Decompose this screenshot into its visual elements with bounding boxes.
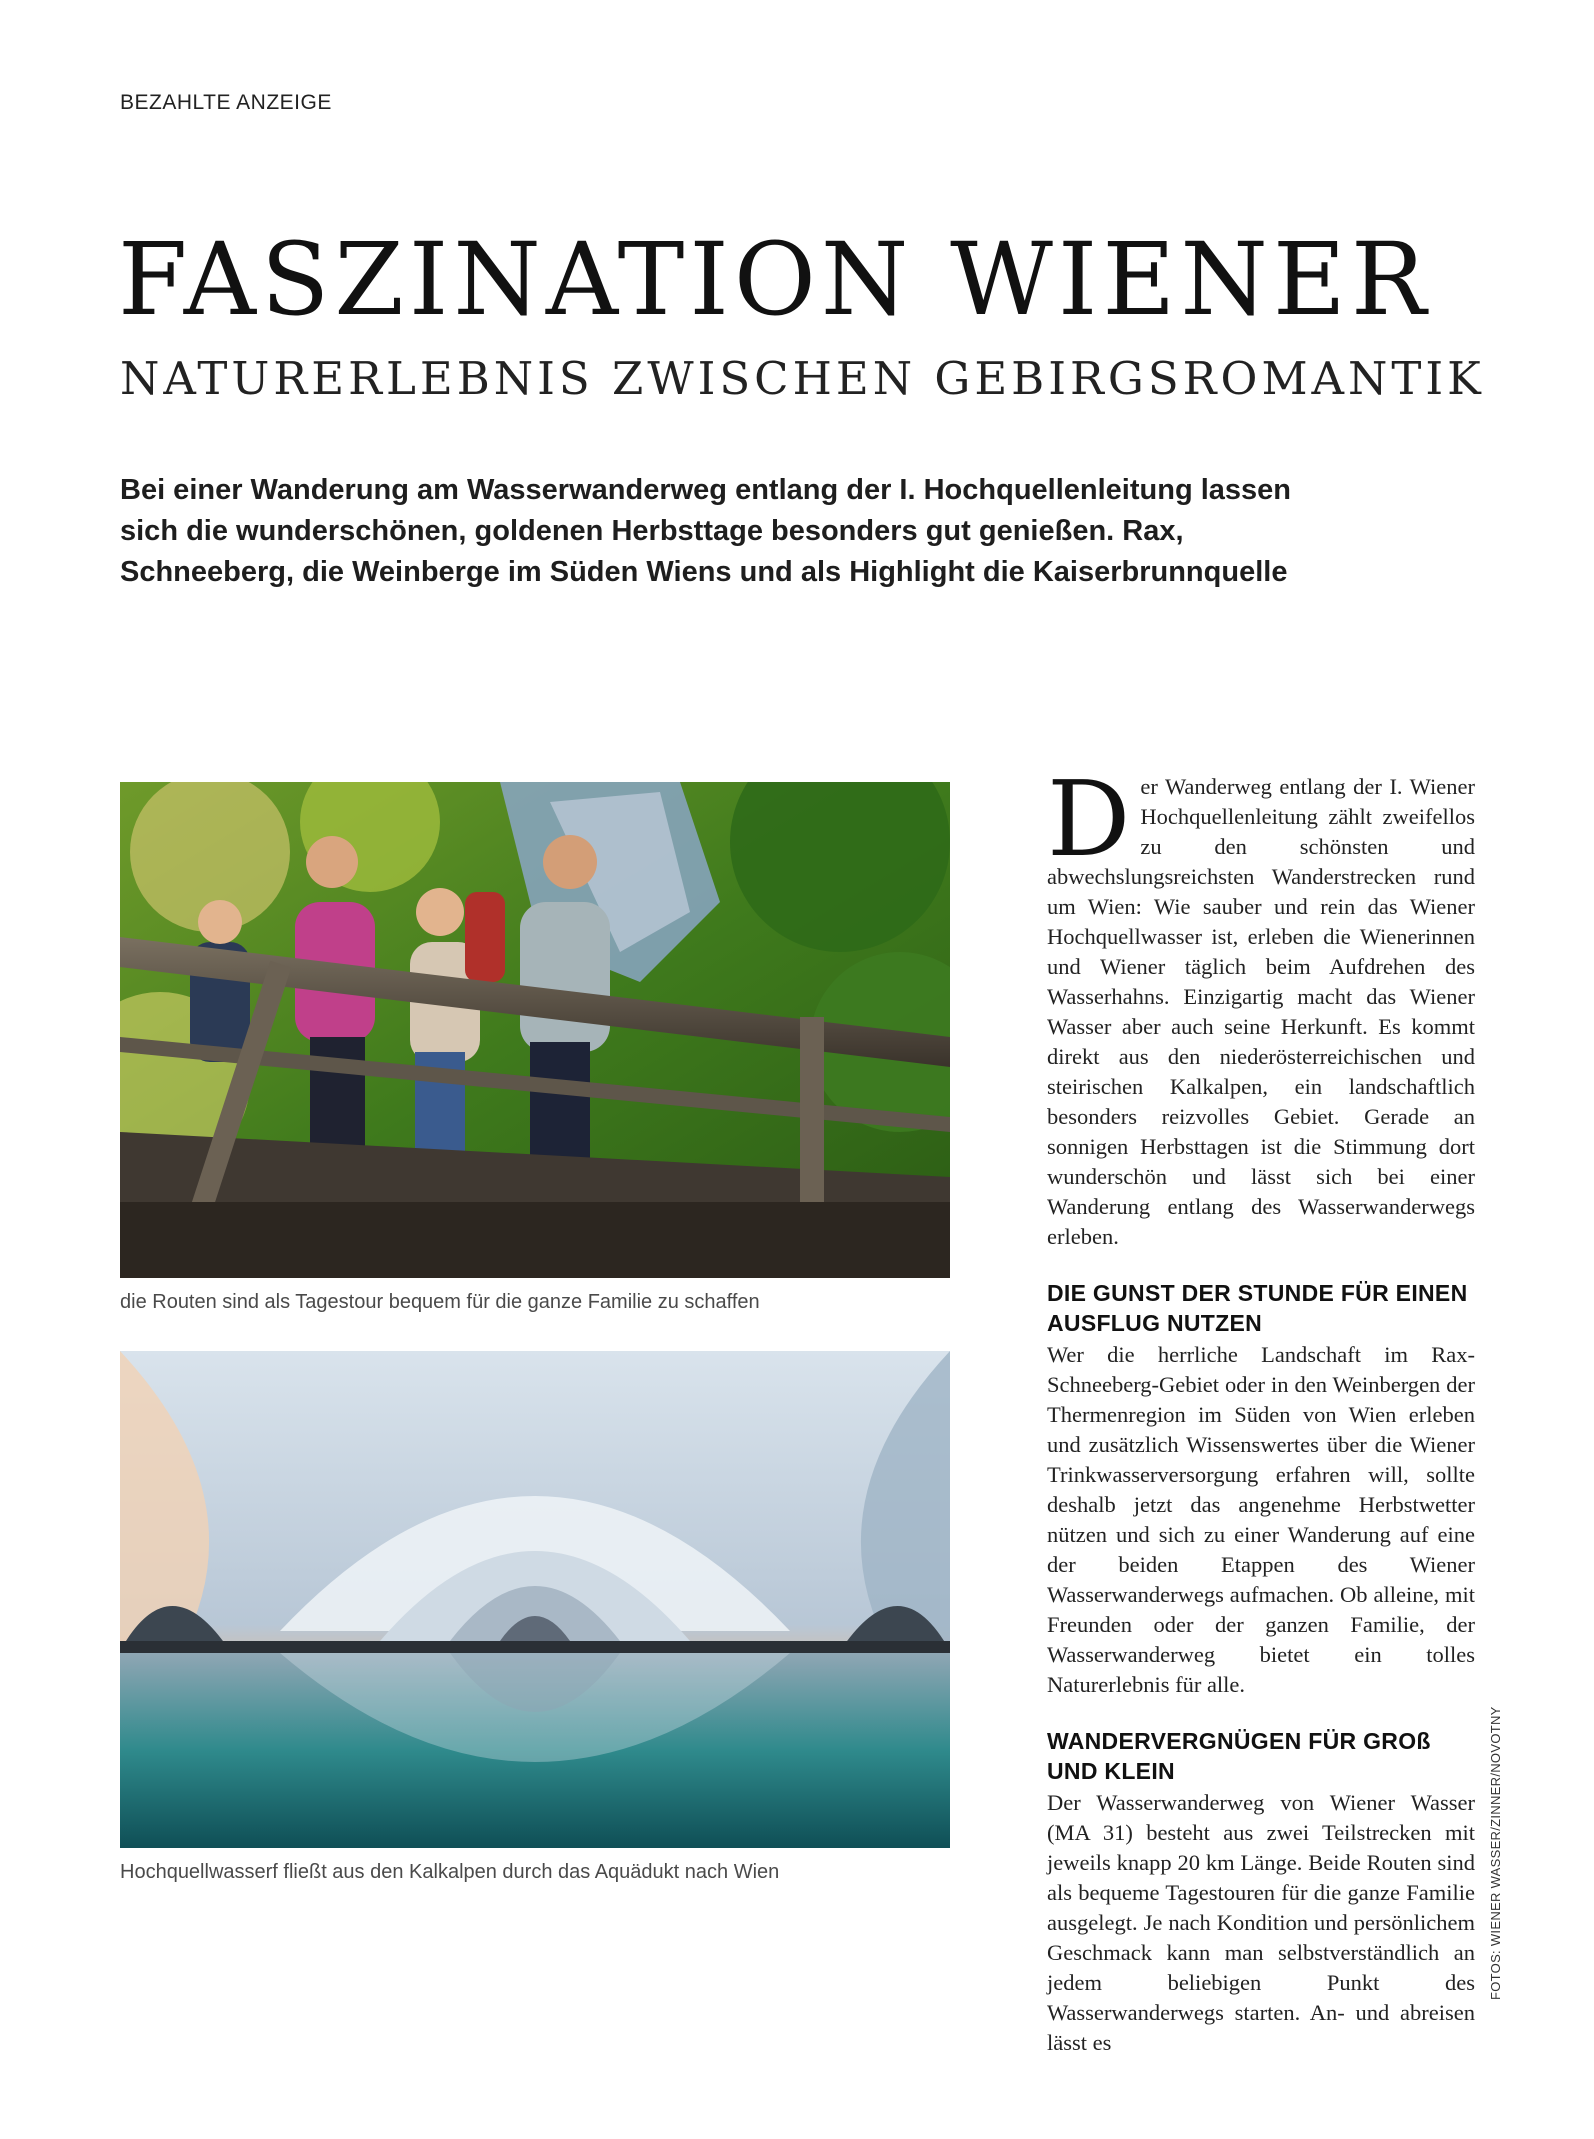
section-paragraph: Wer die herrliche Landschaft im Rax-Schneeberg-Gebiet oder in den Weinbergen der Thermenregion im Süden von Wien erleben und zusätzlich Wissenswertes über die Wiener Trinkwasserversorgung erfahren will, sollte deshalb jetzt das angenehme Herbstwetter nützen und sich zu einer Wanderung auf eine der beiden Etappen des Wiener Wasserwanderwegs aufmachen. Ob alleine, mit Freunden oder der ganzen Familie, der Wasserwanderweg bietet ein tolles Naturerlebnis für alle. [1047, 1342, 1475, 1697]
photo-caption: die Routen sind als Tagestour bequem für die ganze Familie zu schaffen [120, 1291, 760, 1313]
headline: FASZINATION WIENER [118, 221, 1432, 338]
intro-paragraph [1047, 758, 1475, 1252]
subheadline: NATURERLEBNIS ZWISCHEN GEBIRGSROMANTIK [120, 352, 1485, 405]
section-heading: WANDERVERGNÜGEN FÜR GROß UND KLEIN [1047, 1728, 1431, 1784]
section-paragraph: Der Wasserwanderweg von Wiener Wasser (MA 31) besteht aus zwei Teilstrecken mit jeweils knapp 20 km Länge. Beide Routen sind als bequeme Tagestouren für die ganze Familie ausgelegt. Je nach Kondition und persönlichem Geschmack kann man selbstverständlich an jedem beliebigen Punkt des Wasserwanderwegs starten. An- und abreisen lässt es [1047, 1790, 1475, 2055]
photo-caption: Hochquellwasserf fließt aus den Kalkalpen durch das Aquädukt nach Wien [120, 1861, 780, 1883]
ad-label: BEZAHLTE ANZEIGE [120, 91, 332, 114]
drop-cap: D [1047, 758, 1131, 880]
photo-credit: FOTOS: WIENER WASSER/ZINNER/NOVOTNY [1488, 1706, 1503, 2000]
lead-paragraph: Bei einer Wanderung am Wasserwanderweg entlang der I. Hochquellenleitung lassen sich die wunderschönen, goldenen Herbsttage besonders gut genießen. Rax, Schneeberg, die Weinberge im Süden Wiens und als Highlight die Kaiserbrunnquelle [120, 474, 1292, 588]
family-bridge-photo [120, 782, 950, 1278]
section-heading: DIE GUNST DER STUNDE FÜR EINEN AUSFLUG NUTZEN [1047, 1280, 1468, 1336]
intro-text: er Wanderweg entlang der I. Wiener Hochquellenleitung zählt zweifellos zu den schönsten und abwechslungsreichsten Wanderstrecken rund um Wien: Wie sauber und rein das Wiener Hochquellwasser ist, erleben die Wienerinnen und Wiener täglich beim Aufdrehen des Wasserhahns. Einzigartig macht das Wiener Wasser aber auch seine Herkunft. Es kommt direkt aus den niederösterreichischen und steirischen Kalkalpen, ein landschaftlich besonders reizvolles Gebiet. Gerade an sonnigen Herbsttagen ist die Stimmung dort wunderschön und lässt sich bei einer Wanderung entlang des Wasserwanderwegs erleben. [1047, 774, 1475, 1249]
aqueduct-photo [120, 1351, 950, 1848]
article-body [1047, 758, 1475, 2058]
